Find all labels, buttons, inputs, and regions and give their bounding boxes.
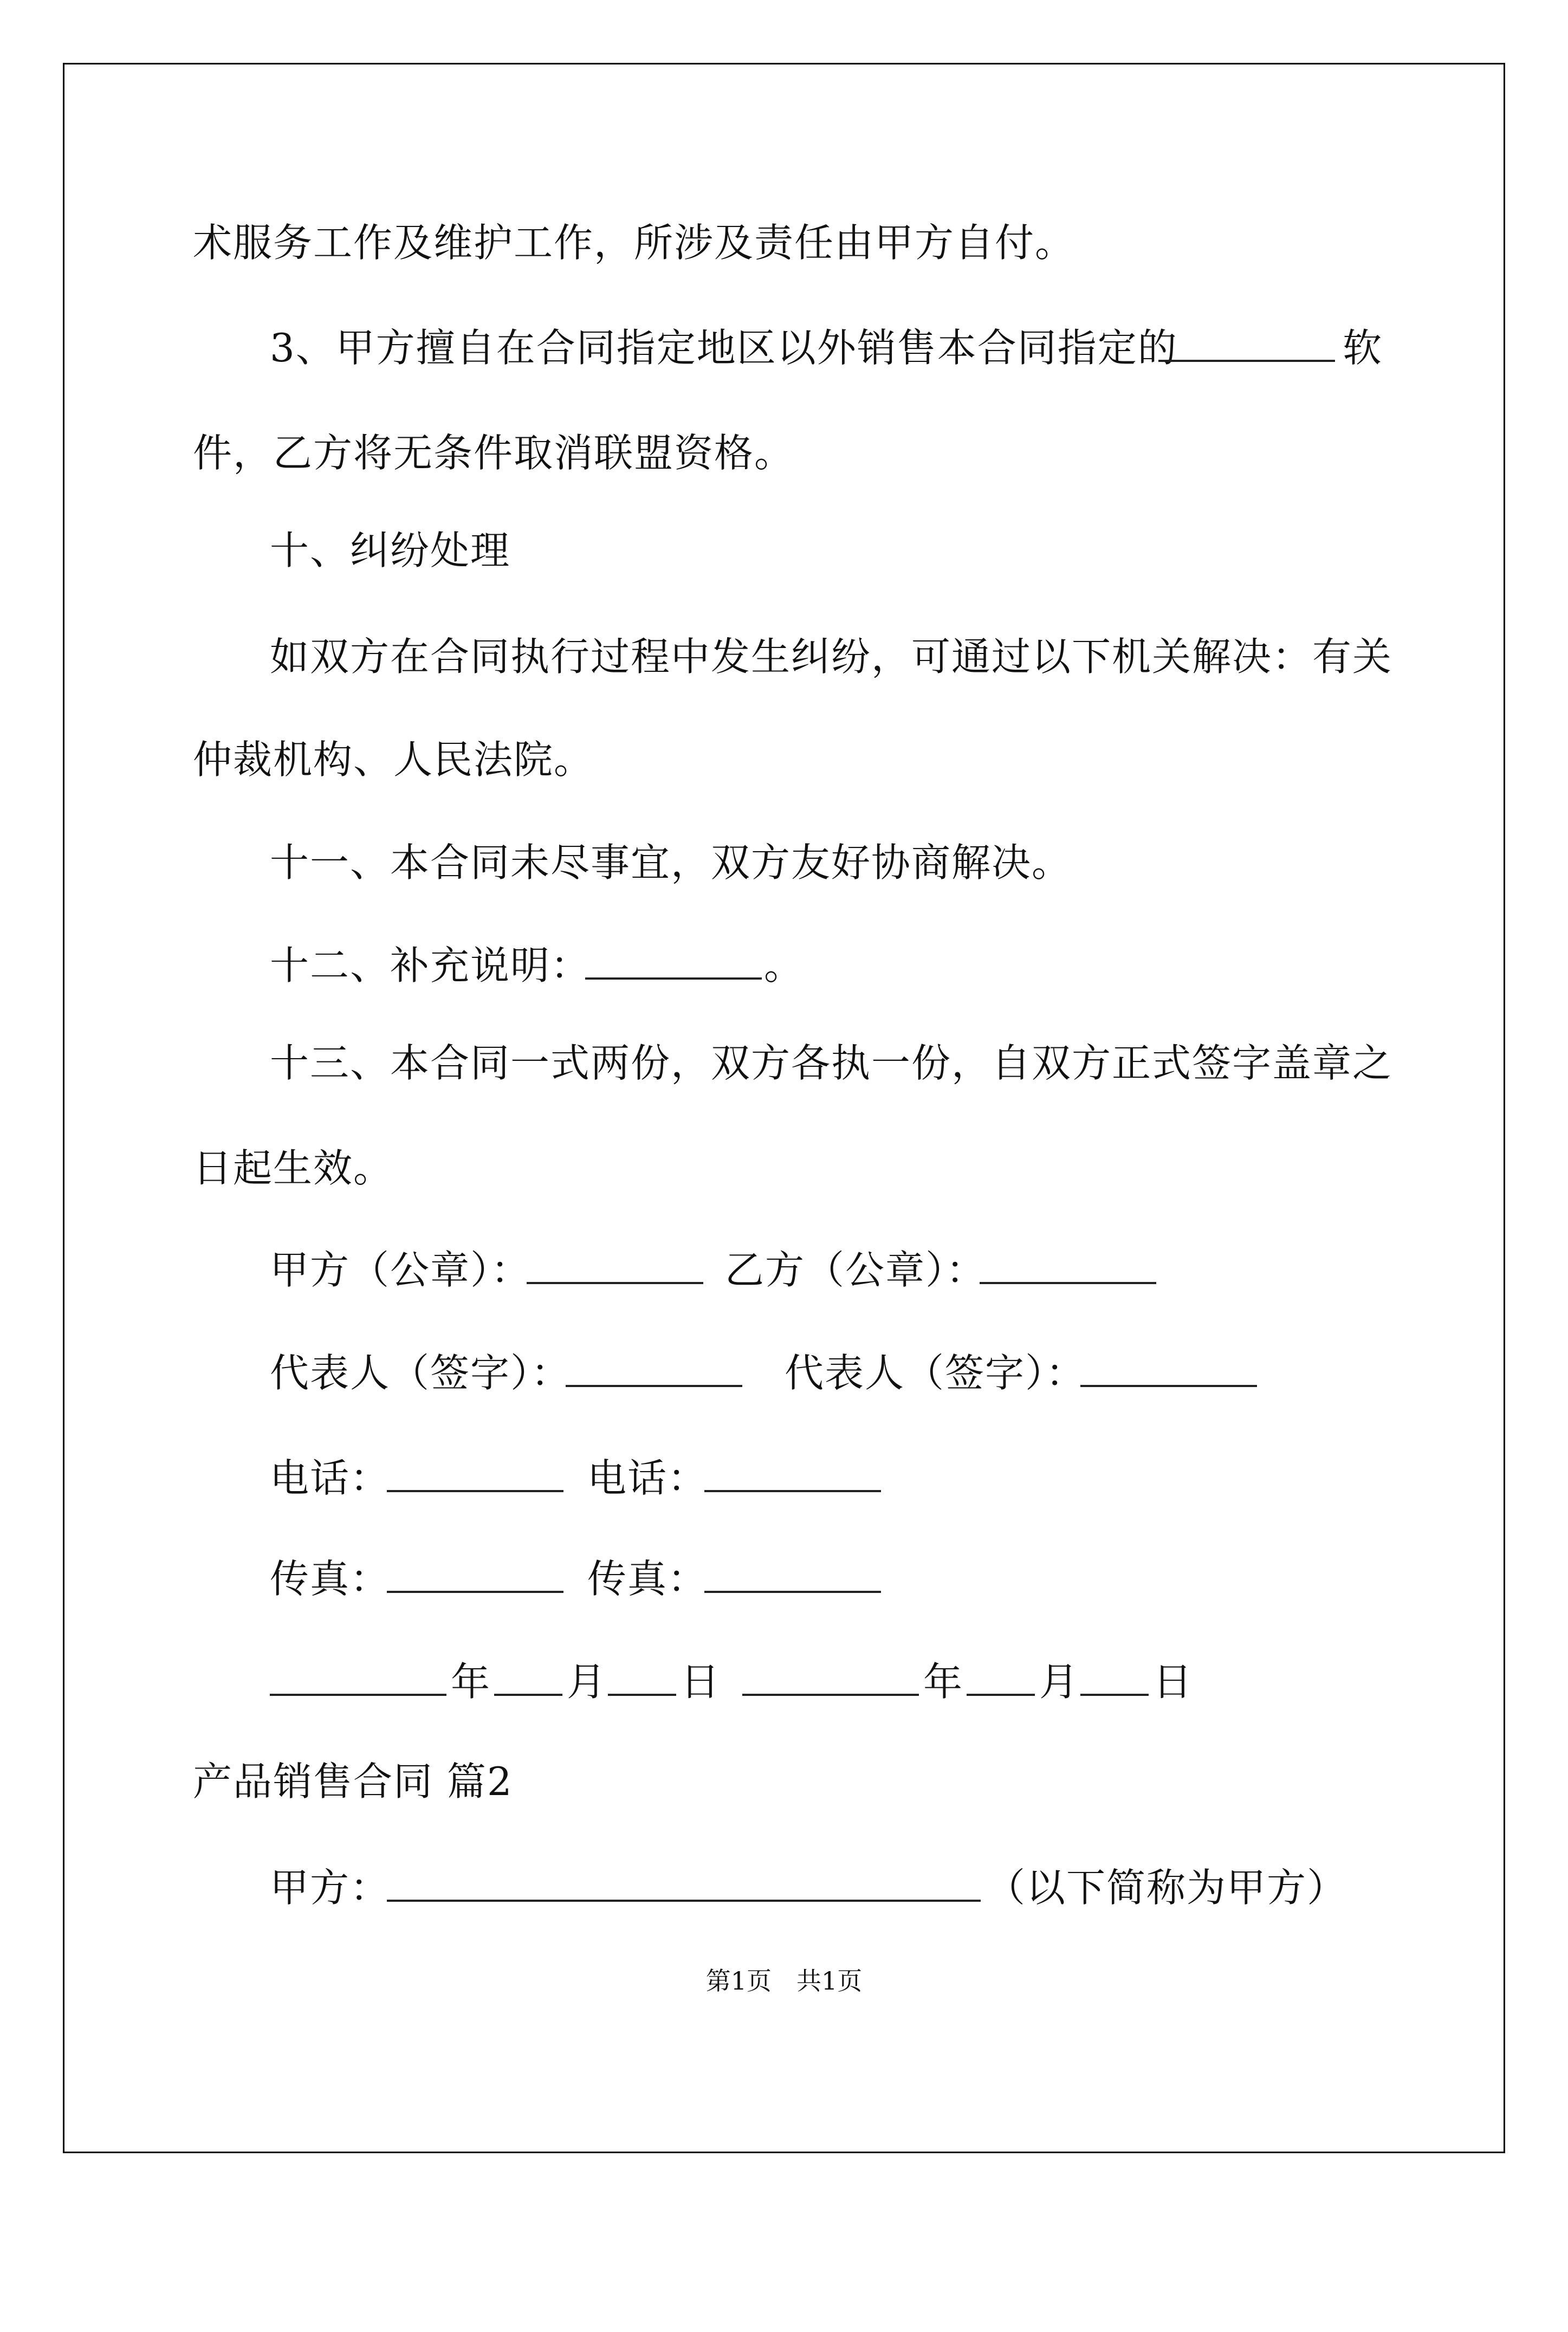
year-b-label: 年 [923, 1659, 964, 1705]
blank-year-a [270, 1656, 446, 1708]
text-p5: 如双方在合同执行过程中发生纠纷，可通过以下机关解决：有关 [270, 634, 1393, 679]
blank-month-a [494, 1656, 562, 1708]
fax-line [0, 1553, 1568, 1605]
blank-phone-b [704, 1452, 881, 1504]
text-p1: 术服务工作及维护工作，所涉及责任由甲方自付。 [193, 220, 1075, 265]
text-p9: 十三、本合同一式两份，双方各执一份，自双方正式签字盖章之 [270, 1040, 1393, 1086]
party-a-seal-label: 甲方（公章）： [270, 1247, 532, 1293]
year-a-label: 年 [451, 1659, 491, 1705]
rep-a-label: 代表人（签字）： [270, 1350, 572, 1396]
blank-rep-a [566, 1347, 742, 1399]
month-a-label: 月 [567, 1659, 607, 1705]
blank-section2-party-a [387, 1862, 981, 1914]
text-p4: 十、纠纷处理 [270, 528, 511, 573]
blank-fax-a [387, 1553, 563, 1605]
paragraph-line-7 [0, 837, 1568, 889]
blank-party-a-seal [527, 1244, 703, 1296]
blank-day-a [608, 1656, 676, 1708]
blank-party-b-seal [980, 1244, 1156, 1296]
heading-dispute [0, 524, 1568, 576]
paragraph-line-10 [0, 1142, 1568, 1194]
representative-line [0, 1347, 1568, 1399]
page-border [63, 63, 1505, 2153]
paragraph-line-6 [0, 734, 1568, 786]
blank-rep-b [1080, 1347, 1257, 1399]
blank-fax-b [704, 1553, 881, 1605]
rep-b-label: 代表人（签字）： [785, 1350, 1086, 1396]
day-a-label: 日 [681, 1659, 721, 1705]
paragraph-line-5 [0, 631, 1568, 683]
section-2-party-a-line [0, 1862, 1568, 1914]
text-p3: 件，乙方将无条件取消联盟资格。 [193, 430, 795, 476]
phone-b-label: 电话： [587, 1455, 708, 1501]
text-p10: 日起生效。 [193, 1145, 394, 1191]
paragraph-line-3 [0, 427, 1568, 479]
fax-a-label: 传真： [270, 1556, 391, 1602]
party-b-seal-label: 乙方（公章）： [725, 1247, 987, 1293]
blank-software [1158, 322, 1335, 374]
paragraph-line-2 [0, 322, 1568, 374]
text-p8a: 十二、补充说明： [270, 943, 591, 988]
seal-line [0, 1244, 1568, 1296]
month-b-label: 月 [1039, 1659, 1080, 1705]
date-line [0, 1656, 1568, 1708]
text-p6: 仲裁机构、人民法院。 [193, 737, 594, 782]
blank-supplement [585, 940, 762, 992]
text-p2a: 3、甲方擅自在合同指定地区以外销售本合同指定的 [270, 325, 1178, 371]
section2-party-a-note: （以下简称为甲方） [986, 1865, 1347, 1910]
paragraph-line-1 [0, 217, 1568, 269]
paragraph-line-9 [0, 1037, 1568, 1089]
day-b-label: 日 [1153, 1659, 1194, 1705]
paragraph-line-8 [0, 940, 1568, 992]
phone-line [0, 1452, 1568, 1504]
text-section2-title: 产品销售合同 篇2 [193, 1759, 513, 1804]
blank-phone-a [387, 1452, 563, 1504]
text-p2b: 软 [1343, 325, 1383, 371]
blank-day-b [1080, 1656, 1149, 1708]
fax-b-label: 传真： [587, 1556, 708, 1602]
blank-year-b [742, 1656, 919, 1708]
section2-party-a-label: 甲方： [270, 1865, 391, 1910]
page-footer: 第1页 共1页 [705, 1966, 863, 1996]
text-p8b: 。 [764, 943, 805, 988]
text-p7: 十一、本合同未尽事宜，双方友好协商解决。 [270, 840, 1072, 885]
blank-month-b [967, 1656, 1035, 1708]
section-2-title [0, 1756, 1568, 1808]
phone-a-label: 电话： [270, 1455, 391, 1501]
